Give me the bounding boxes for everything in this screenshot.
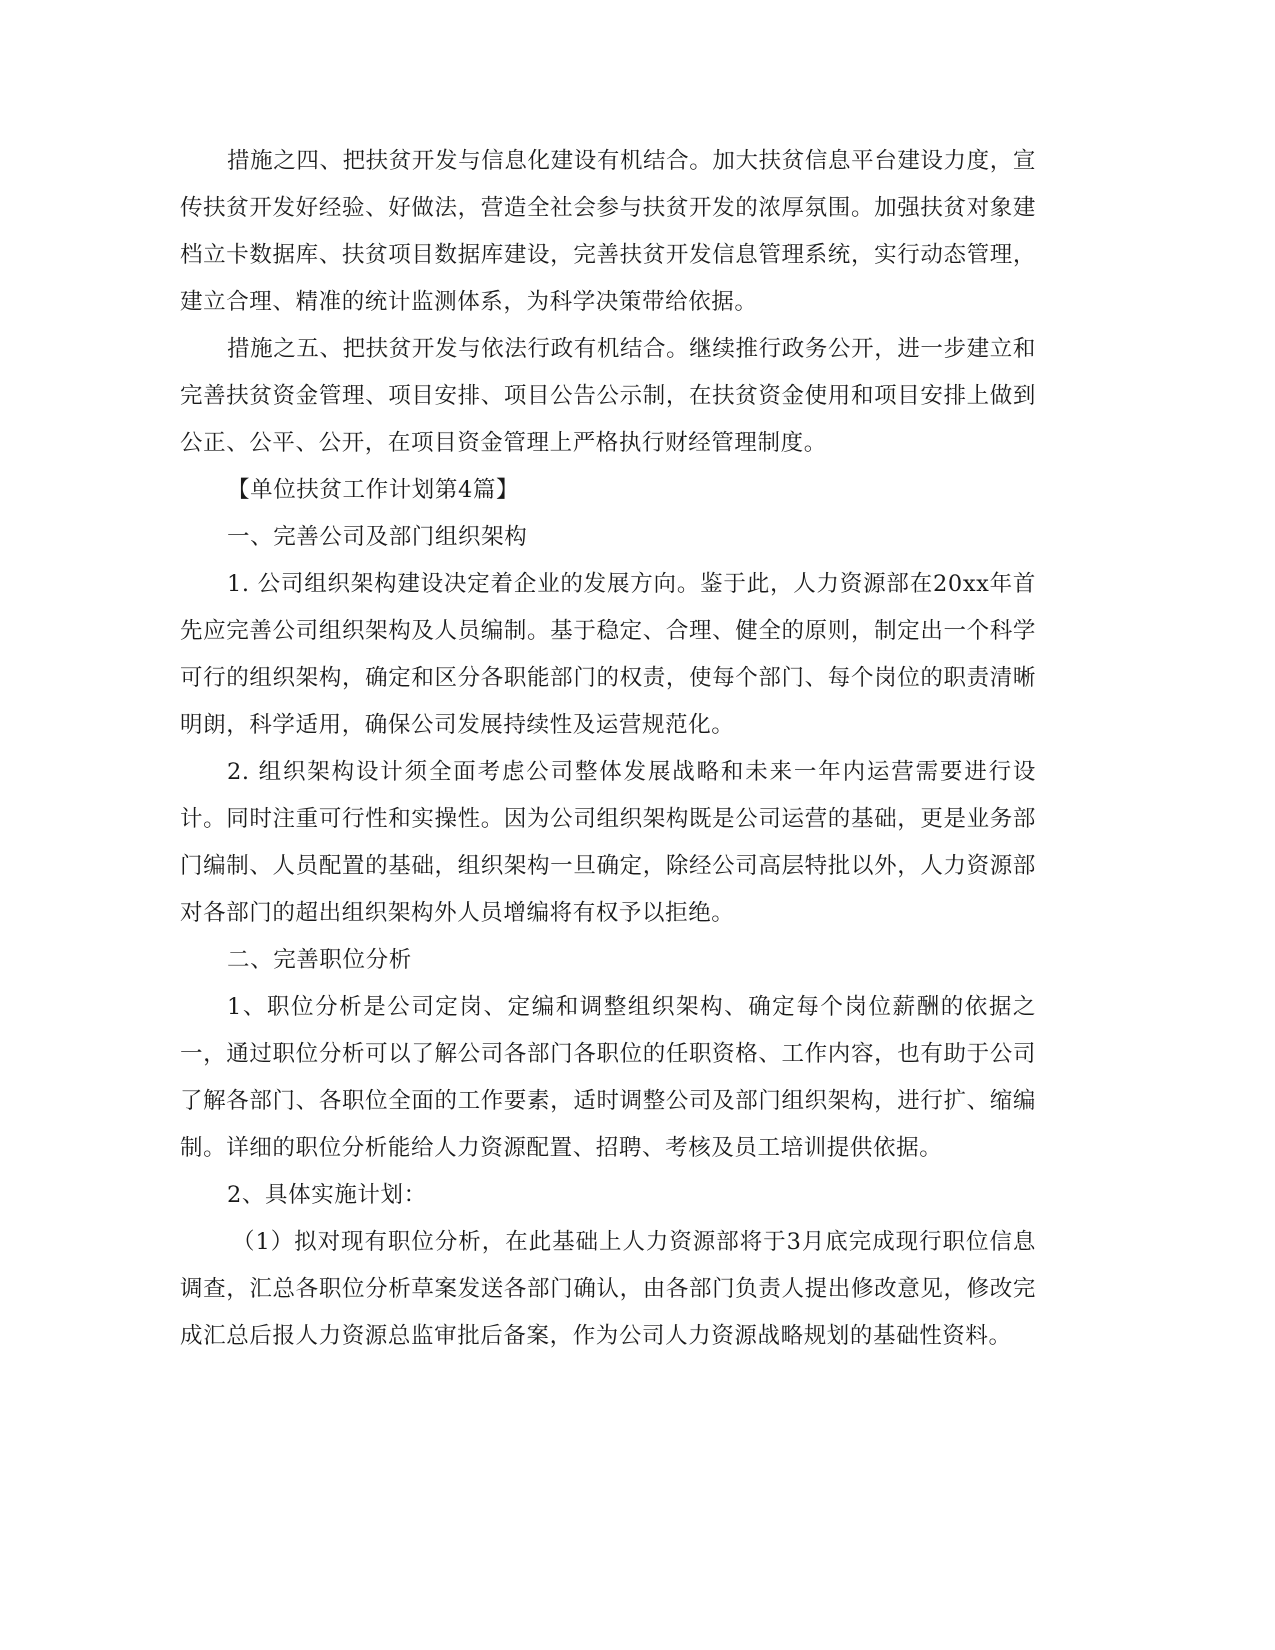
- paragraph-measure-5: 措施之五、把扶贫开发与依法行政有机结合。继续推行政务公开，进一步建立和完善扶贫资金管理、项目安排、项目公告公示制，在扶贫资金使用和项目安排上做到公正、公平、公开，在项目资金管理上严格执行财经管理制度。: [180, 336, 1036, 456]
- paragraph-implementation-item-1: （1）拟对现有职位分析，在此基础上人力资源部将于3月底完成现行职位信息调查，汇总各职位分析草案发送各部门确认，由各部门负责人提出修改意见，修改完成汇总后报人力资源总监审批后备案，作为公司人力资源战略规划的基础性资料。: [180, 1229, 1036, 1349]
- paragraph-position-analysis-1: 1、职位分析是公司定岗、定编和调整组织架构、确定每个岗位薪酬的依据之一，通过职位分析可以了解公司各部门各职位的任职资格、工作内容，也有助于公司了解各部门、各职位全面的工作要素，适时调整公司及部门组织架构，进行扩、缩编制。详细的职位分析能给人力资源配置、招聘、考核及员工培训提供依据。: [180, 994, 1036, 1161]
- paragraph-measure-4: 措施之四、把扶贫开发与信息化建设有机结合。加大扶贫信息平台建设力度，宣传扶贫开发好经验、好做法，营造全社会参与扶贫开发的浓厚氛围。加强扶贫对象建档立卡数据库、扶贫项目数据库建设，完善扶贫开发信息管理系统，实行动态管理，建立合理、精准的统计监测体系，为科学决策带给依据。: [180, 148, 1036, 315]
- heading-position-analysis: 二、完善职位分析: [227, 947, 412, 973]
- paragraph-org-structure-1: 1. 公司组织架构建设决定着企业的发展方向。鉴于此，人力资源部在20xx年首先应完善公司组织架构及人员编制。基于稳定、合理、健全的原则，制定出一个科学可行的组织架构，确定和区分各职能部门的权责，使每个部门、每个岗位的职责清晰明朗，科学适用，确保公司发展持续性及运营规范化。: [180, 571, 1036, 738]
- document-page: [180, 138, 1036, 1360]
- heading-org-structure: 一、完善公司及部门组织架构: [227, 524, 528, 550]
- section-title-plan-4: 【单位扶贫工作计划第4篇】: [227, 477, 520, 503]
- paragraph-org-structure-2: 2. 组织架构设计须全面考虑公司整体发展战略和未来一年内运营需要进行设计。同时注重可行性和实操性。因为公司组织架构既是公司运营的基础，更是业务部门编制、人员配置的基础，组织架构一旦确定，除经公司高层特批以外，人力资源部对各部门的超出组织架构外人员增编将有权予以拒绝。: [180, 759, 1036, 926]
- heading-implementation-plan: 2、具体实施计划：: [227, 1182, 427, 1208]
